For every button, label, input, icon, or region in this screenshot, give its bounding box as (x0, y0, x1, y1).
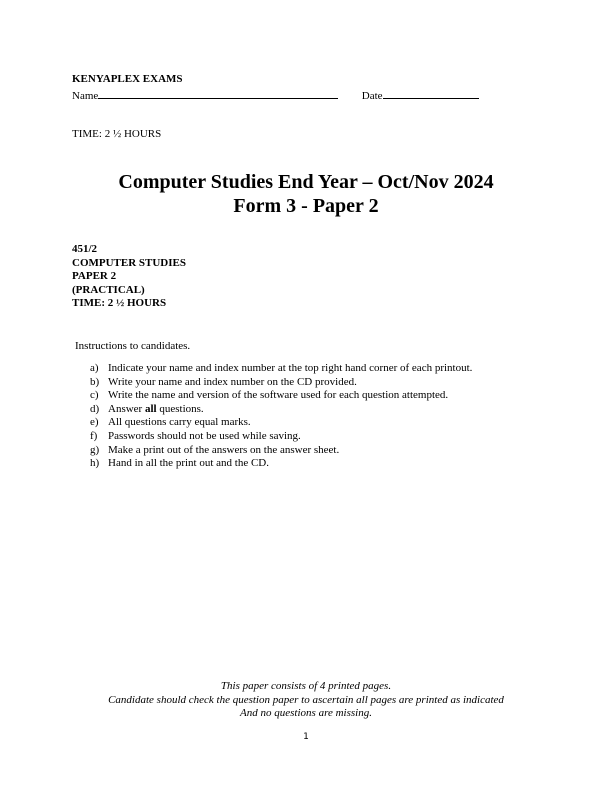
list-marker: f) (90, 429, 98, 442)
list-item (90, 457, 472, 471)
list-item (90, 362, 472, 376)
list-marker: h) (90, 457, 100, 470)
name-label: Name (72, 90, 99, 102)
footer-line-check: Candidate should check the question paper to ascertain all pages are printed as indicated (108, 693, 504, 706)
paper-type: (PRACTICAL) (72, 283, 145, 296)
list-item (90, 416, 472, 430)
instruction-text: Write the name and version of the software used for each question attempted. (108, 389, 449, 402)
list-item (90, 444, 472, 458)
date-blank-line (383, 88, 479, 99)
list-marker: a) (90, 362, 99, 374)
paper-subject: COMPUTER STUDIES (72, 256, 186, 269)
paper-number: PAPER 2 (72, 270, 117, 283)
list-marker: c) (90, 389, 99, 402)
list-marker: b) (90, 375, 100, 388)
list-item (90, 376, 472, 390)
instruction-text: All questions carry equal marks. (108, 416, 251, 429)
exam-subtitle: Form 3 - Paper 2 (233, 195, 379, 217)
instruction-text: Hand in all the print out and the CD. (108, 457, 269, 470)
list-item (90, 430, 472, 444)
name-blank-line (98, 88, 338, 99)
instruction-text-pre: Answer (108, 402, 145, 415)
footer-line-pages: This paper consists of 4 printed pages. (220, 680, 392, 692)
page-number: 1 (303, 732, 309, 742)
footer-note (0, 680, 612, 721)
paper-info-block (72, 243, 186, 311)
instructions-list (90, 362, 472, 471)
time-note: TIME: 2 ½ HOURS (72, 128, 162, 140)
list-marker: g) (90, 443, 100, 456)
list-item (90, 389, 472, 403)
footer-line-missing: And no questions are missing. (240, 707, 372, 719)
exam-title: Computer Studies End Year – Oct/Nov 2024 (118, 171, 494, 193)
instruction-text: Indicate your name and index number at the top right hand corner of each printout. (108, 362, 473, 374)
list-marker: e) (90, 416, 99, 429)
instruction-text: Passwords should not be used while saving. (108, 429, 301, 442)
instruction-text: Make a print out of the answers on the answer sheet. (108, 443, 340, 456)
instruction-text-bold: all (144, 402, 157, 415)
list-marker: d) (90, 402, 100, 415)
institution-name: KENYAPLEX EXAMS (72, 73, 183, 85)
list-item (90, 403, 472, 417)
paper-time: TIME: 2 ½ HOURS (72, 297, 167, 310)
name-date-row (72, 88, 479, 103)
instruction-text: Write your name and index number on the CD provided. (108, 375, 357, 388)
instructions-heading: Instructions to candidates. (75, 340, 191, 352)
date-label: Date (361, 90, 383, 102)
paper-code: 451/2 (72, 243, 98, 255)
instruction-text-post: questions. (156, 402, 204, 415)
